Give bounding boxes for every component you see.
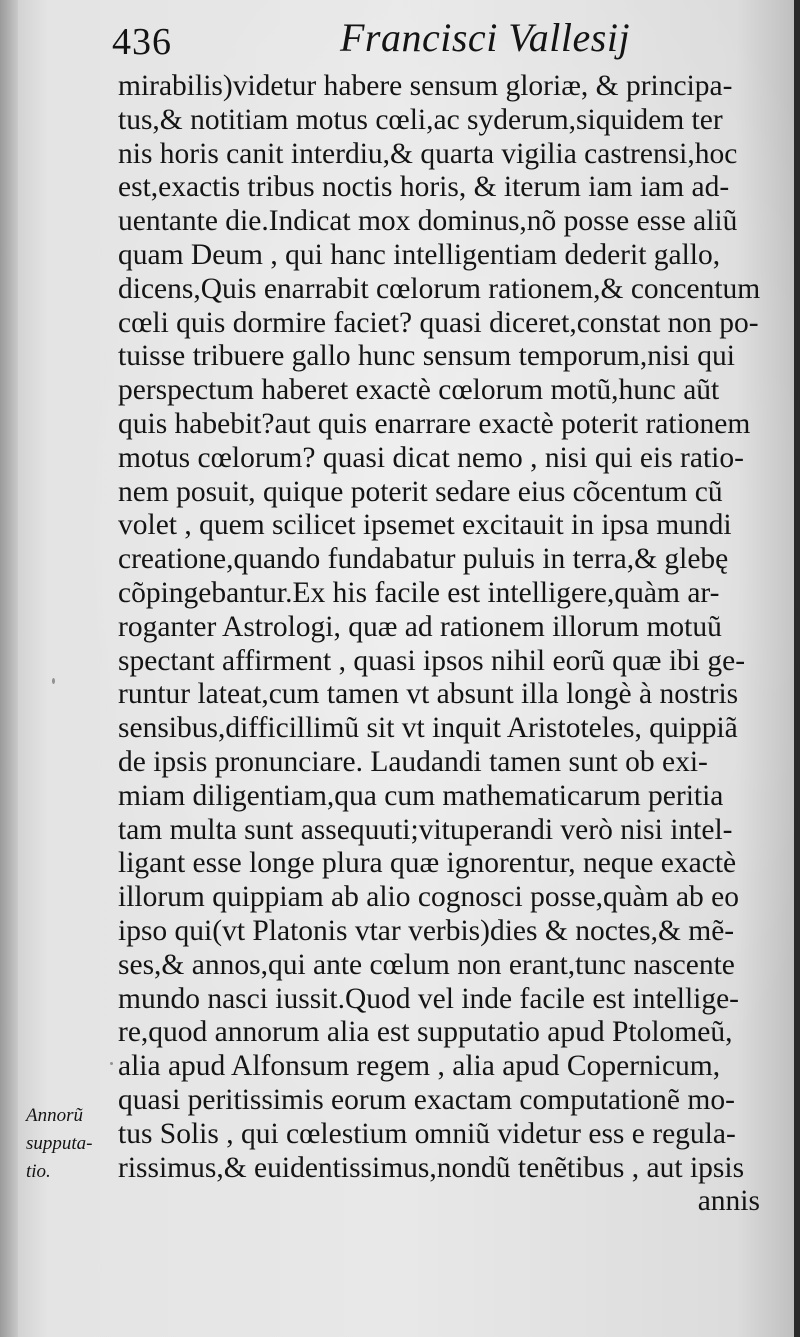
text-line: roganter Astrologi, quæ ad rationem illorum motuũ	[118, 610, 722, 643]
text-line: ligant esse longe plura quæ ignorentur, neque exactè	[118, 847, 737, 880]
text-line: quis habebit?aut quis enarrare exactè poterit rationem	[118, 407, 751, 440]
text-line: dicens,Quis enarrabit cœlorum rationem,& concentum	[118, 272, 761, 305]
page-number: 436	[112, 21, 172, 63]
text-line: tus Solis , qui cœlestium omniũ videtur ess e regula-	[118, 1117, 736, 1150]
page-gutter	[0, 0, 18, 1337]
text-line: uentante die.Indicat mox dominus,nõ posse esse aliũ	[118, 205, 738, 238]
ink-speck	[52, 678, 55, 684]
text-line: tus,& notitiam motus cœli,ac syderum,siquidem ter	[118, 103, 723, 136]
text-line: nem posuit, quique poterit sedare eius cõcentum cũ	[118, 475, 723, 508]
text-line: cõpingebantur.Ex his facile est intelligere,quàm ar-	[118, 576, 720, 609]
text-line: ses,& annos,qui ante cœlum non erant,tunc nascente	[118, 948, 735, 981]
marginal-note-line: tio.	[26, 1161, 51, 1182]
text-line: tuisse tribuere gallo hunc sensum temporum,nisi qui	[118, 340, 735, 373]
marginal-note	[26, 1102, 118, 1186]
ink-speck	[110, 1062, 113, 1065]
text-line: perspectum haberet exactè cœlorum motũ,hunc aũt	[118, 374, 720, 407]
catchword: annis	[697, 1185, 760, 1218]
text-line: alia apud Alfonsum regem , alia apud Copernicum,	[118, 1050, 721, 1083]
text-line: illorum quippiam ab alio cognosci posse,quàm ab eo	[118, 881, 740, 914]
text-line: ipso qui(vt Platonis vtar verbis)dies & noctes,& mẽ-	[118, 914, 735, 947]
marginal-note-line: supputa-	[26, 1133, 93, 1154]
text-line: tam multa sunt assequuti;vituperandi verò nisi intel-	[118, 813, 733, 846]
page-edge	[794, 0, 800, 1337]
text-line: spectant affirment , quasi ipsos nihil eorũ quæ ibi ge-	[118, 644, 746, 677]
text-line: de ipsis pronunciare. Laudandi tamen sunt ob exi-	[118, 745, 708, 778]
text-line: volet , quem scilicet ipsemet excitauit in ipsa mundi	[118, 509, 732, 542]
text-line: nis horis canit interdiu,& quarta vigilia castrensi,hoc	[118, 137, 738, 170]
running-head	[112, 14, 762, 70]
text-line: re,quod annorum alia est supputatio apud Ptolomeũ,	[118, 1016, 733, 1049]
text-line: runtur lateat,cum tamen vt absunt illa longè à nostris	[118, 678, 739, 711]
marginal-note-line: Annorũ	[26, 1105, 83, 1126]
text-line: mirabilis)videtur habere sensum gloriæ, & principa-	[118, 70, 733, 102]
body-text	[118, 70, 768, 1219]
text-line: quam Deum , qui hanc intelligentiam dederit gallo,	[118, 238, 721, 271]
running-title: Francisci Vallesij	[340, 15, 631, 60]
text-line: miam diligentiam,qua cum mathematicarum peritia	[118, 779, 724, 812]
text-line: mundo nasci iussit.Quod vel inde facile est intellige-	[118, 982, 739, 1015]
text-line: motus cœlorum? quasi dicat nemo , nisi qui eis ratio-	[118, 441, 744, 474]
text-line: creatione,quando fundabatur puluis in terra,& glebę	[118, 543, 729, 576]
text-line: sensibus,difficillimũ sit vt inquit Aristoteles, quippiã	[118, 712, 738, 745]
text-line: cœli quis dormire faciet? quasi diceret,constat non po-	[118, 306, 759, 339]
text-line: quasi peritissimis eorum exactam computationẽ mo-	[118, 1083, 735, 1116]
text-line: rissimus,& euidentissimus,nondũ tenẽtibus , aut ipsis	[118, 1151, 745, 1184]
text-line: est,exactis tribus noctis horis, & iterum iam iam ad-	[118, 171, 730, 204]
